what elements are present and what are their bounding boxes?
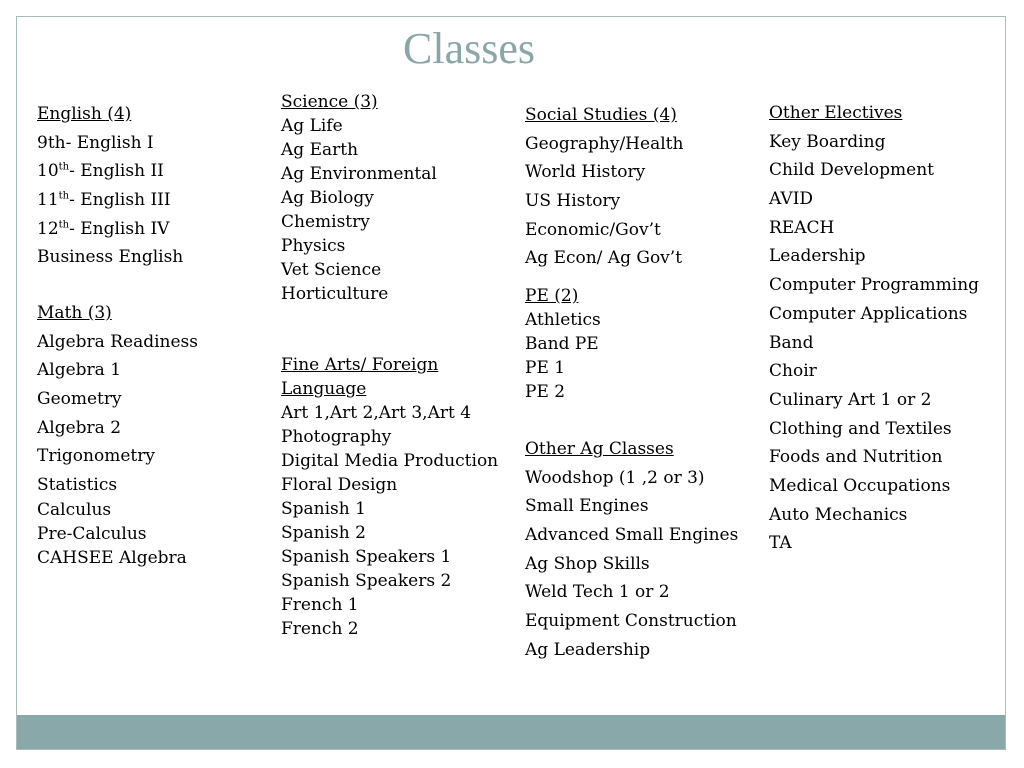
social-studies-section bbox=[525, 101, 683, 273]
social-studies-heading: Social Studies (4) bbox=[525, 105, 677, 125]
math-item: Statistics bbox=[37, 475, 118, 496]
pe-section bbox=[525, 284, 601, 404]
fine-arts-item: Art 1,Art 2,Art 3,Art 4 bbox=[281, 403, 472, 423]
science-item: Ag Environmental bbox=[281, 164, 437, 184]
fine-arts-item: Spanish 1 bbox=[281, 499, 366, 519]
math-item: Algebra Readiness bbox=[37, 331, 198, 352]
science-item: Ag Biology bbox=[281, 188, 374, 208]
english-item: 11th- English III bbox=[37, 190, 171, 211]
elective-item: REACH bbox=[769, 217, 835, 238]
elective-item: Culinary Art 1 or 2 bbox=[769, 389, 932, 410]
math-heading: Math (3) bbox=[37, 303, 112, 323]
slide bbox=[16, 16, 1006, 750]
footer-bar bbox=[17, 715, 1005, 749]
math-item: Pre-Calculus bbox=[37, 524, 147, 544]
elective-item: Child Development bbox=[769, 160, 934, 181]
fine-arts-item: Floral Design bbox=[281, 475, 398, 495]
fine-arts-item: Spanish Speakers 1 bbox=[281, 547, 452, 567]
science-section bbox=[281, 90, 437, 306]
pe-heading: PE (2) bbox=[525, 286, 579, 306]
science-item: Ag Earth bbox=[281, 140, 359, 160]
fine-arts-item: French 1 bbox=[281, 595, 359, 615]
math-item: Algebra 2 bbox=[37, 417, 122, 438]
english-heading: English (4) bbox=[37, 104, 132, 124]
other-electives-section bbox=[769, 99, 979, 558]
other-ag-item: Weld Tech 1 or 2 bbox=[525, 582, 670, 603]
english-item: 12th- English IV bbox=[37, 218, 170, 239]
english-item: 10th- English II bbox=[37, 161, 164, 182]
fine-arts-item: Spanish Speakers 2 bbox=[281, 571, 452, 591]
math-item: Geometry bbox=[37, 389, 122, 410]
social-studies-item: Geography/Health bbox=[525, 133, 684, 154]
elective-item: Band bbox=[769, 332, 814, 353]
other-ag-item: Woodshop (1 ,2 or 3) bbox=[525, 467, 705, 488]
pe-item: PE 2 bbox=[525, 382, 566, 402]
english-section bbox=[37, 100, 183, 272]
math-section bbox=[37, 299, 198, 500]
fine-arts-section bbox=[281, 353, 498, 641]
pe-item: Band PE bbox=[525, 334, 599, 354]
elective-item: Auto Mechanics bbox=[769, 504, 908, 525]
elective-item: Clothing and Textiles bbox=[769, 418, 952, 439]
other-ag-item: Ag Shop Skills bbox=[525, 553, 650, 574]
pe-item: Athletics bbox=[525, 310, 601, 330]
fine-arts-item: Spanish 2 bbox=[281, 523, 366, 543]
elective-item: Computer Programming bbox=[769, 275, 980, 296]
social-studies-item: Economic/Gov’t bbox=[525, 219, 661, 240]
math-item: Calculus bbox=[37, 500, 112, 520]
elective-item: Choir bbox=[769, 361, 817, 382]
other-ag-section bbox=[525, 435, 738, 665]
fine-arts-heading-line2: Language bbox=[281, 379, 367, 399]
science-item: Physics bbox=[281, 236, 346, 256]
science-item: Chemistry bbox=[281, 212, 370, 232]
english-item: Business English bbox=[37, 247, 184, 268]
other-ag-heading: Other Ag Classes bbox=[525, 439, 674, 459]
elective-item: Computer Applications bbox=[769, 303, 968, 324]
science-heading: Science (3) bbox=[281, 92, 378, 112]
elective-item: Leadership bbox=[769, 246, 866, 267]
science-item: Ag Life bbox=[281, 116, 343, 136]
math-item: Trigonometry bbox=[37, 446, 155, 467]
elective-item: Foods and Nutrition bbox=[769, 447, 943, 468]
slide-title: Classes bbox=[403, 24, 535, 73]
elective-item: TA bbox=[769, 533, 792, 554]
math-item: Algebra 1 bbox=[37, 360, 122, 381]
pe-item: PE 1 bbox=[525, 358, 566, 378]
math-section-continued bbox=[37, 498, 187, 570]
other-ag-item: Ag Leadership bbox=[525, 639, 651, 660]
elective-item: Key Boarding bbox=[769, 131, 886, 152]
other-ag-item: Small Engines bbox=[525, 496, 649, 517]
fine-arts-item: French 2 bbox=[281, 619, 359, 639]
math-item: CAHSEE Algebra bbox=[37, 548, 187, 568]
other-ag-item: Equipment Construction bbox=[525, 611, 737, 632]
science-item: Horticulture bbox=[281, 284, 389, 304]
social-studies-item: World History bbox=[525, 162, 646, 183]
elective-item: AVID bbox=[769, 189, 814, 210]
other-ag-item: Advanced Small Engines bbox=[525, 525, 739, 546]
social-studies-item: Ag Econ/ Ag Gov’t bbox=[525, 248, 683, 269]
fine-arts-item: Digital Media Production bbox=[281, 451, 499, 471]
science-item: Vet Science bbox=[281, 260, 382, 280]
other-electives-heading: Other Electives bbox=[769, 103, 903, 123]
fine-arts-item: Photography bbox=[281, 427, 392, 447]
fine-arts-heading: Fine Arts/ Foreign bbox=[281, 355, 439, 375]
elective-item: Medical Occupations bbox=[769, 475, 951, 496]
social-studies-item: US History bbox=[525, 191, 621, 212]
english-item: 9th- English I bbox=[37, 132, 154, 153]
